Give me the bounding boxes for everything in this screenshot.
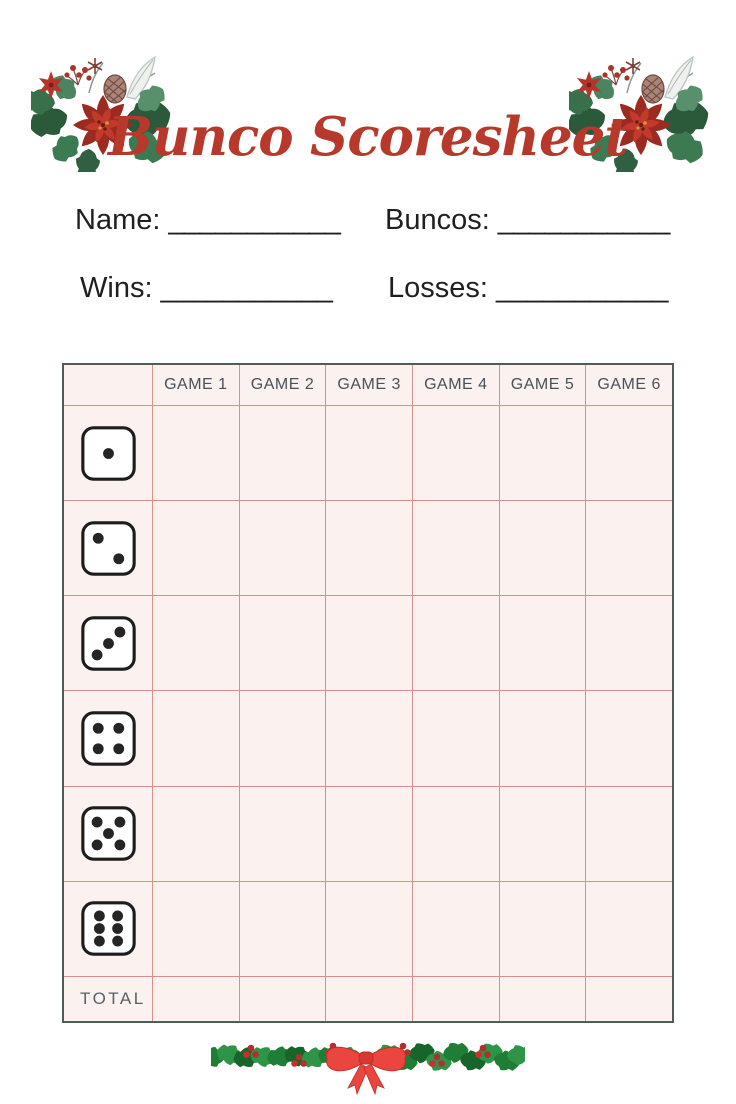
die-row-label-6 xyxy=(64,882,152,976)
score-cell-die2-game1[interactable] xyxy=(153,501,239,595)
total-label: TOTAL xyxy=(80,988,146,1008)
score-cell-die4-game4[interactable] xyxy=(413,691,499,785)
column-header-game-5: GAME 5 xyxy=(500,365,586,405)
die-row-label-5 xyxy=(64,787,152,881)
score-cell-die3-game5[interactable] xyxy=(500,596,586,690)
score-cell-die6-game2[interactable] xyxy=(240,882,326,976)
total-cell-game6[interactable] xyxy=(586,977,672,1021)
score-cell-die5-game1[interactable] xyxy=(153,787,239,881)
name-blank-line[interactable]: ___________ xyxy=(168,204,341,236)
die-row-label-1 xyxy=(64,406,152,500)
total-label-cell xyxy=(64,977,152,1021)
column-header-game-3: GAME 3 xyxy=(326,365,412,405)
score-cell-die4-game3[interactable] xyxy=(326,691,412,785)
score-cell-die5-game6[interactable] xyxy=(586,787,672,881)
score-table xyxy=(62,363,674,1023)
column-header-game-1: GAME 1 xyxy=(153,365,239,405)
score-cell-die3-game3[interactable] xyxy=(326,596,412,690)
total-cell-game2[interactable] xyxy=(240,977,326,1021)
score-cell-die5-game3[interactable] xyxy=(326,787,412,881)
score-cell-die4-game5[interactable] xyxy=(500,691,586,785)
score-cell-die1-game5[interactable] xyxy=(500,406,586,500)
page-title: Bunco Scoresheet xyxy=(108,105,628,168)
score-cell-die3-game6[interactable] xyxy=(586,596,672,690)
score-cell-die1-game6[interactable] xyxy=(586,406,672,500)
corner-cell xyxy=(64,365,152,405)
score-cell-die6-game3[interactable] xyxy=(326,882,412,976)
score-cell-die3-game1[interactable] xyxy=(153,596,239,690)
wins-blank-line[interactable]: ___________ xyxy=(160,272,333,304)
score-cell-die4-game2[interactable] xyxy=(240,691,326,785)
score-cell-die4-game1[interactable] xyxy=(153,691,239,785)
die-row-label-4 xyxy=(64,691,152,785)
score-cell-die6-game4[interactable] xyxy=(413,882,499,976)
score-cell-die3-game2[interactable] xyxy=(240,596,326,690)
buncos-blank-line[interactable]: ___________ xyxy=(497,204,670,236)
score-cell-die2-game2[interactable] xyxy=(240,501,326,595)
buncos-field xyxy=(385,204,670,237)
score-cell-die5-game2[interactable] xyxy=(240,787,326,881)
losses-field xyxy=(388,272,668,305)
score-cell-die3-game4[interactable] xyxy=(413,596,499,690)
score-cell-die2-game5[interactable] xyxy=(500,501,586,595)
name-field xyxy=(75,204,340,237)
score-cell-die5-game4[interactable] xyxy=(413,787,499,881)
die-2-icon xyxy=(80,520,137,577)
column-header-game-2: GAME 2 xyxy=(240,365,326,405)
holly-garland-bow-icon xyxy=(211,1036,525,1100)
total-cell-game1[interactable] xyxy=(153,977,239,1021)
score-cell-die1-game1[interactable] xyxy=(153,406,239,500)
total-cell-game3[interactable] xyxy=(326,977,412,1021)
die-6-icon xyxy=(80,900,137,957)
score-cell-die5-game5[interactable] xyxy=(500,787,586,881)
losses-label: Losses: xyxy=(388,272,488,304)
die-1-icon xyxy=(80,425,137,482)
name-label: Name: xyxy=(75,204,161,236)
score-cell-die1-game2[interactable] xyxy=(240,406,326,500)
total-cell-game4[interactable] xyxy=(413,977,499,1021)
score-cell-die6-game1[interactable] xyxy=(153,882,239,976)
wins-label: Wins: xyxy=(80,272,153,304)
die-row-label-2 xyxy=(64,501,152,595)
score-cell-die2-game6[interactable] xyxy=(586,501,672,595)
total-cell-game5[interactable] xyxy=(500,977,586,1021)
column-header-game-4: GAME 4 xyxy=(413,365,499,405)
losses-blank-line[interactable]: ___________ xyxy=(495,272,668,304)
red-bow-icon xyxy=(327,1047,406,1094)
buncos-label: Buncos: xyxy=(385,204,490,236)
die-4-icon xyxy=(80,710,137,767)
score-cell-die1-game4[interactable] xyxy=(413,406,499,500)
score-cell-die6-game6[interactable] xyxy=(586,882,672,976)
score-cell-die1-game3[interactable] xyxy=(326,406,412,500)
score-cell-die6-game5[interactable] xyxy=(500,882,586,976)
score-cell-die2-game3[interactable] xyxy=(326,501,412,595)
score-cell-die2-game4[interactable] xyxy=(413,501,499,595)
wins-field xyxy=(80,272,332,305)
die-3-icon xyxy=(80,615,137,672)
die-5-icon xyxy=(80,805,137,862)
column-header-game-6: GAME 6 xyxy=(586,365,672,405)
die-row-label-3 xyxy=(64,596,152,690)
score-cell-die4-game6[interactable] xyxy=(586,691,672,785)
